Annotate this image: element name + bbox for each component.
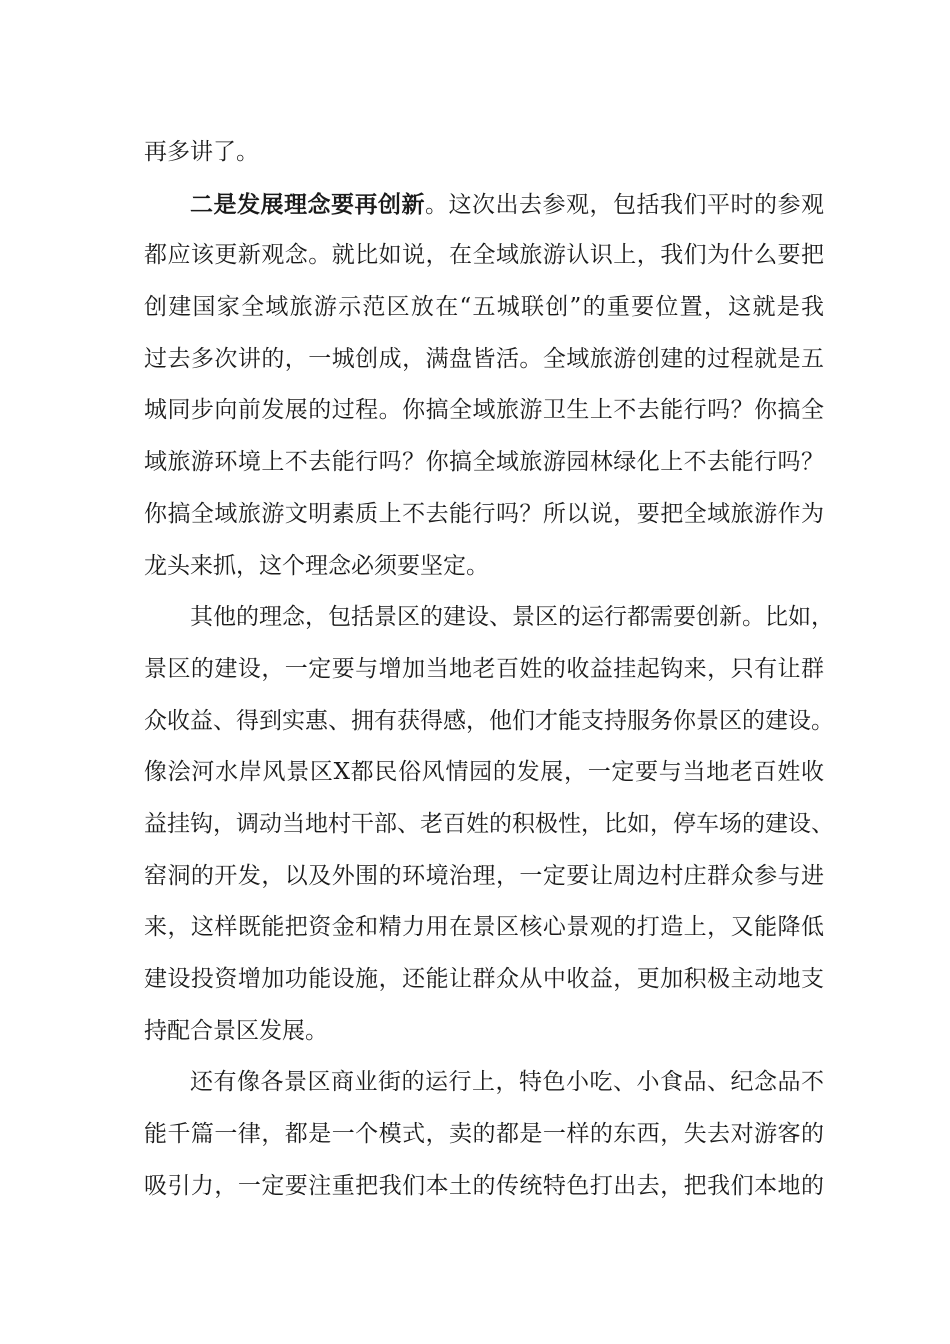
paragraph-3 xyxy=(144,592,834,1057)
text-line: 域旅游环境上不去能行吗？你搞全域旅游园林绿化上不去能行吗？ xyxy=(144,449,824,476)
text-line: 再多讲了。 xyxy=(144,139,259,165)
paragraph-2 xyxy=(144,179,824,593)
text-line: 持配合景区发展。 xyxy=(144,1017,328,1044)
paragraph-4 xyxy=(144,1057,824,1212)
text-line: 来，这样既能把资金和精力用在景区核心景观的打造上，又能降低 xyxy=(144,914,824,941)
text-line: 创建国家全域旅游示范区放在“五城联创”的重要位置，这就是我 xyxy=(144,294,824,321)
text-line: 像浍河水岸风景区X都民俗风情园的发展，一定要与当地老百姓收 xyxy=(144,759,824,786)
text-line: 窑洞的开发，以及外围的环境治理，一定要让周边村庄群众参与进 xyxy=(144,862,824,889)
text-line: 龙头来抓，这个理念必须要坚定。 xyxy=(144,552,489,579)
paragraph-heading-bold: 二是发展理念要再创新 xyxy=(190,190,425,218)
text-line: 其他的理念，包括景区的建设、景区的运行都需要创新。比如， xyxy=(190,604,834,631)
text-line: 众收益、得到实惠、拥有获得感，他们才能支持服务你景区的建设。 xyxy=(144,707,834,734)
text-line xyxy=(144,179,824,231)
paragraph-1 xyxy=(144,127,824,179)
text-line: 能千篇一律，都是一个模式，卖的都是一样的东西，失去对游客的 xyxy=(144,1121,824,1148)
text-line: 益挂钩，调动当地村干部、老百姓的积极性，比如，停车场的建设、 xyxy=(144,810,834,837)
text-line: 都应该更新观念。就比如说，在全域旅游认识上，我们为什么要把 xyxy=(144,242,824,269)
text-line: 过去多次讲的，一城创成，满盘皆活。全域旅游创建的过程就是五 xyxy=(144,345,824,372)
text-line: 景区的建设，一定要与增加当地老百姓的收益挂起钩来，只有让群 xyxy=(144,655,824,682)
text-line: 城同步向前发展的过程。你搞全域旅游卫生上不去能行吗？你搞全 xyxy=(144,397,824,424)
text-line: 吸引力，一定要注重把我们本土的传统特色打出去，把我们本地的 xyxy=(144,1172,824,1199)
text-line: 建设投资增加功能设施，还能让群众从中收益，更加积极主动地支 xyxy=(144,966,824,992)
text-run: 。这次出去参观，包括我们平时的参观 xyxy=(425,191,824,218)
text-line: 还有像各景区商业街的运行上，特色小吃、小食品、纪念品不 xyxy=(190,1069,824,1096)
document-page xyxy=(144,127,834,1212)
text-line: 你搞全域旅游文明素质上不去能行吗？所以说，要把全域旅游作为 xyxy=(144,500,824,527)
